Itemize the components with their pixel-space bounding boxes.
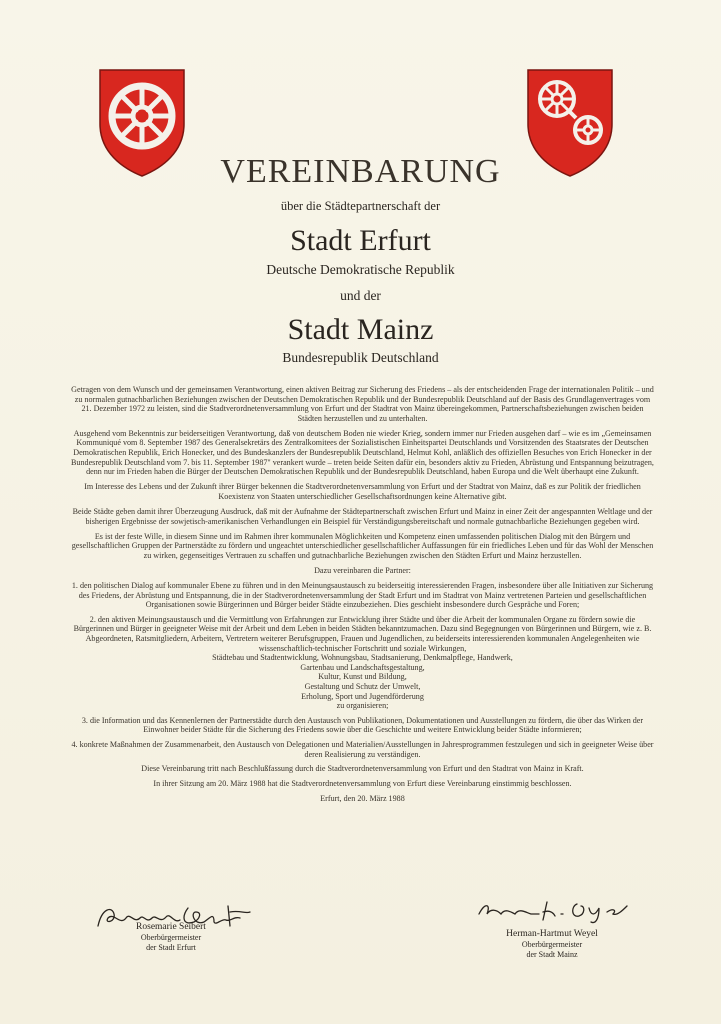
signatory-org-mainz: der Stadt Mainz [526, 950, 578, 959]
signature-block-erfurt [96, 900, 246, 954]
agreement-body [70, 385, 655, 809]
agreement-item-3: 3. die Information und das Kennenlernen der Partnerstädte durch den Austausch von Publikationen, Dokumentationen und Ausstellungen zu fördern, die über das Wirken der Einwohner beider Städte für die Sicherung des Friedens sowie über die Geschichte und weitere Entwicklung beider Städte informieren; [81, 715, 644, 735]
agreement-item-4: 4. konkrete Maßnahmen der Zusammenarbeit, den Austausch von Delegationen und Materialien/Ausstellungen in Jahresprogrammen festzulegen und sich in geeigneter Weise über deren Realisierung zu verständigen. [71, 740, 654, 759]
item-2-line: wissenschaftlich-technischer Fortschritt und soziale Wirkungen, [258, 643, 467, 653]
signatory-role-mainz: Oberbürgermeister [521, 939, 583, 949]
signatory-name-erfurt: Rosemarie Seibert [136, 922, 206, 932]
paragraph-peace: Ausgehend vom Bekenntnis zur beiderseitigen Verantwortung, daß von deutschem Boden nie wieder Krieg, sondern immer nur Frieden ausgehen darf – wie es im „Gemeinsamen Kommuniqué vom 8. September 1987 des Generalsekretärs des Zentralkomitees der Sozialistischen Einheitspartei Deutschlands und Vorsitzenden des Staatsrates der Deutschen Demokratischen Republik, Erich Honecker, und des Bundeskanzlers der Bundesrepublik Deutschland, Helmut Kohl, anläßlich des offiziellen Besuches von Erich Honecker in der Bundesrepublik Deutschland vom 7. bis 11. September 1987" verankert wurde – treten beide Seiten dafür ein, besonders aktiv zu Frieden, Abrüstung und Entspannung beizutragen, denn nur im Frieden haben die Bürger der Deutschen Demokratischen Republik und der Bundesrepublik Deutschland, haben Europa und die Welt überhaupt eine Zukunft. [71, 428, 654, 477]
item-2-line: Städtebau und Stadtentwicklung, Wohnungsbau, Stadtsanierung, Denkmalpflege, Handwerk, [212, 653, 513, 663]
document-subtitle: über die Städtepartnerschaft der [280, 199, 441, 213]
city-mainz-heading: Stadt Mainz [287, 313, 434, 346]
paragraph-preamble: Getragen von dem Wunsch und der gemeinsamen Verantwortung, einen aktiven Beitrag zur Sicherung des Friedens – als der entscheidenden Frage der internationalen Politik – und zu normalen gutnachbarlichen Beziehungen zwischen der Deutschen Demokratischen Republik und der Bundesrepublik Deutschland auf der Basis des Grundlagenvertrages vom 21. Dezember 1972 zu leisten, sind die Stadtverordnetenversammlung von Erfurt und der Stadtrat von Mainz übereingekommen, Partnerschaftsbeziehungen zwischen beiden Städten herzustellen und zu unterhalten. [71, 385, 654, 423]
country-frg-label: Bundesrepublik Deutschland [282, 350, 439, 365]
place-date: Erfurt, den 20. März 1988 [320, 794, 405, 804]
signatory-name-mainz: Herman-Hartmut Weyel [506, 929, 598, 939]
item-2-text: 2. den aktiven Meinungsaustausch und die Vermittlung von Erfahrungen zur Entwicklung ihrer Städte und über die Arbeit der kommunalen Organe zu fördern sowie die Bürgerinnen und Bürger in geeigneter Weise mit der Arbeit und dem Leben in beiden Städten bekanntzumachen. Dazu sind Begegnungen von Bürgerinnen und Bürgern, wie z. B. Abgeordneten, Ratsmitgliedern, Arbeitern, Vertretern weiterer Berufsgruppen, Frauen und Jugendlichen, zu beiderseits interessierenden kommunalen Angelegenheiten wie [73, 614, 652, 644]
signature-handwriting-mainz [467, 892, 637, 926]
paragraph-session: In ihrer Sitzung am 20. März 1988 hat die Stadtverordnetenversammlung von Erfurt diese Vereinbarung einstimmig beschlossen. [153, 779, 572, 789]
item-2-line: zu organisieren; [336, 701, 389, 711]
item-2-line: Gestaltung und Schutz der Umwelt, [304, 682, 421, 692]
item-2-line: Kultur, Kunst und Bildung, [318, 672, 407, 682]
paragraph-conviction: Beide Städte geben damit ihrer Überzeugung Ausdruck, daß mit der Aufnahme der Städtepartnerschaft zwischen Erfurt und Mainz in einer Zeit der angespannten Weltlage und der bisherigen Ergebnisse der sowjetisch-amerikanischen Verhandlungen ein Beispiel für Verständigungsbereitschaft und normale gutnachbarliche Beziehungen gegeben wird. [72, 507, 653, 526]
agreement-item-1: 1. den politischen Dialog auf kommunaler Ebene zu führen und in den Meinungsaustausch zu beiderseitig interessierenden Fragen, insbesondere über alle Initiativen zur Sicherung des Friedens, der Abrüstung und Entspannung, die in der Stadtverordnetenversammlung der Stadt Erfurt und im Stadtrat von Mainz vertretenen Parteien und gesellschaftlichen Organisationen sowie Bürgerinnen und Bürger beider Städte einzubeziehen. Dies geschieht insbesondere durch Gespräche und Foren; [71, 581, 654, 610]
signatory-role-erfurt: Oberbürgermeister [140, 932, 202, 942]
city-erfurt-heading: Stadt Erfurt [290, 224, 431, 257]
paragraph-interest: Im Interesse des Lebens und der Zukunft ihrer Bürger bekennen die Stadtverordnetenversammlung von Erfurt und der Stadtrat von Mainz, daß es zur Politik der friedlichen Koexistenz von Staaten unterschiedlicher Gesellschaftsordnungen keine Alternative gibt. [84, 482, 641, 501]
paragraph-will: Es ist der feste Wille, in diesem Sinne und im Rahmen ihrer kommunalen Möglichkeiten und Kompetenz einen umfassenden politischen Dialog mit den Bürgern und gesellschaftlichen Gruppen der Partnerstädte zu fördern und ungeachtet unterschiedlicher gesellschaftlicher Auffassungen für ein friedliches Leben und für das Wohl der Menschen zu wirken, gegenseitiges Vertrauen zu schaffen und gutnachbarliche Beziehungen zwischen den Städten Erfurt und Mainz herzustellen. [71, 531, 654, 560]
agreement-intro: Dazu vereinbaren die Partner: [314, 566, 411, 575]
country-gdr-label: Deutsche Demokratische Republik [266, 262, 455, 277]
conjunction-label: und der [340, 288, 381, 303]
agreement-item-2 [70, 615, 655, 711]
signature-block-mainz [462, 892, 642, 961]
item-2-line: Erholung, Sport und Jugendförderung [301, 691, 424, 701]
paragraph-effective: Diese Vereinbarung tritt nach Beschlußfassung durch die Stadtverordnetenversammlung von Erfurt und den Stadtrat von Mainz in Kraft. [141, 764, 584, 774]
signatory-org-erfurt: der Stadt Erfurt [146, 943, 196, 952]
document-title: VEREINBARUNG [220, 153, 501, 190]
item-2-line: Gartenbau und Landschaftsgestaltung, [300, 662, 425, 672]
